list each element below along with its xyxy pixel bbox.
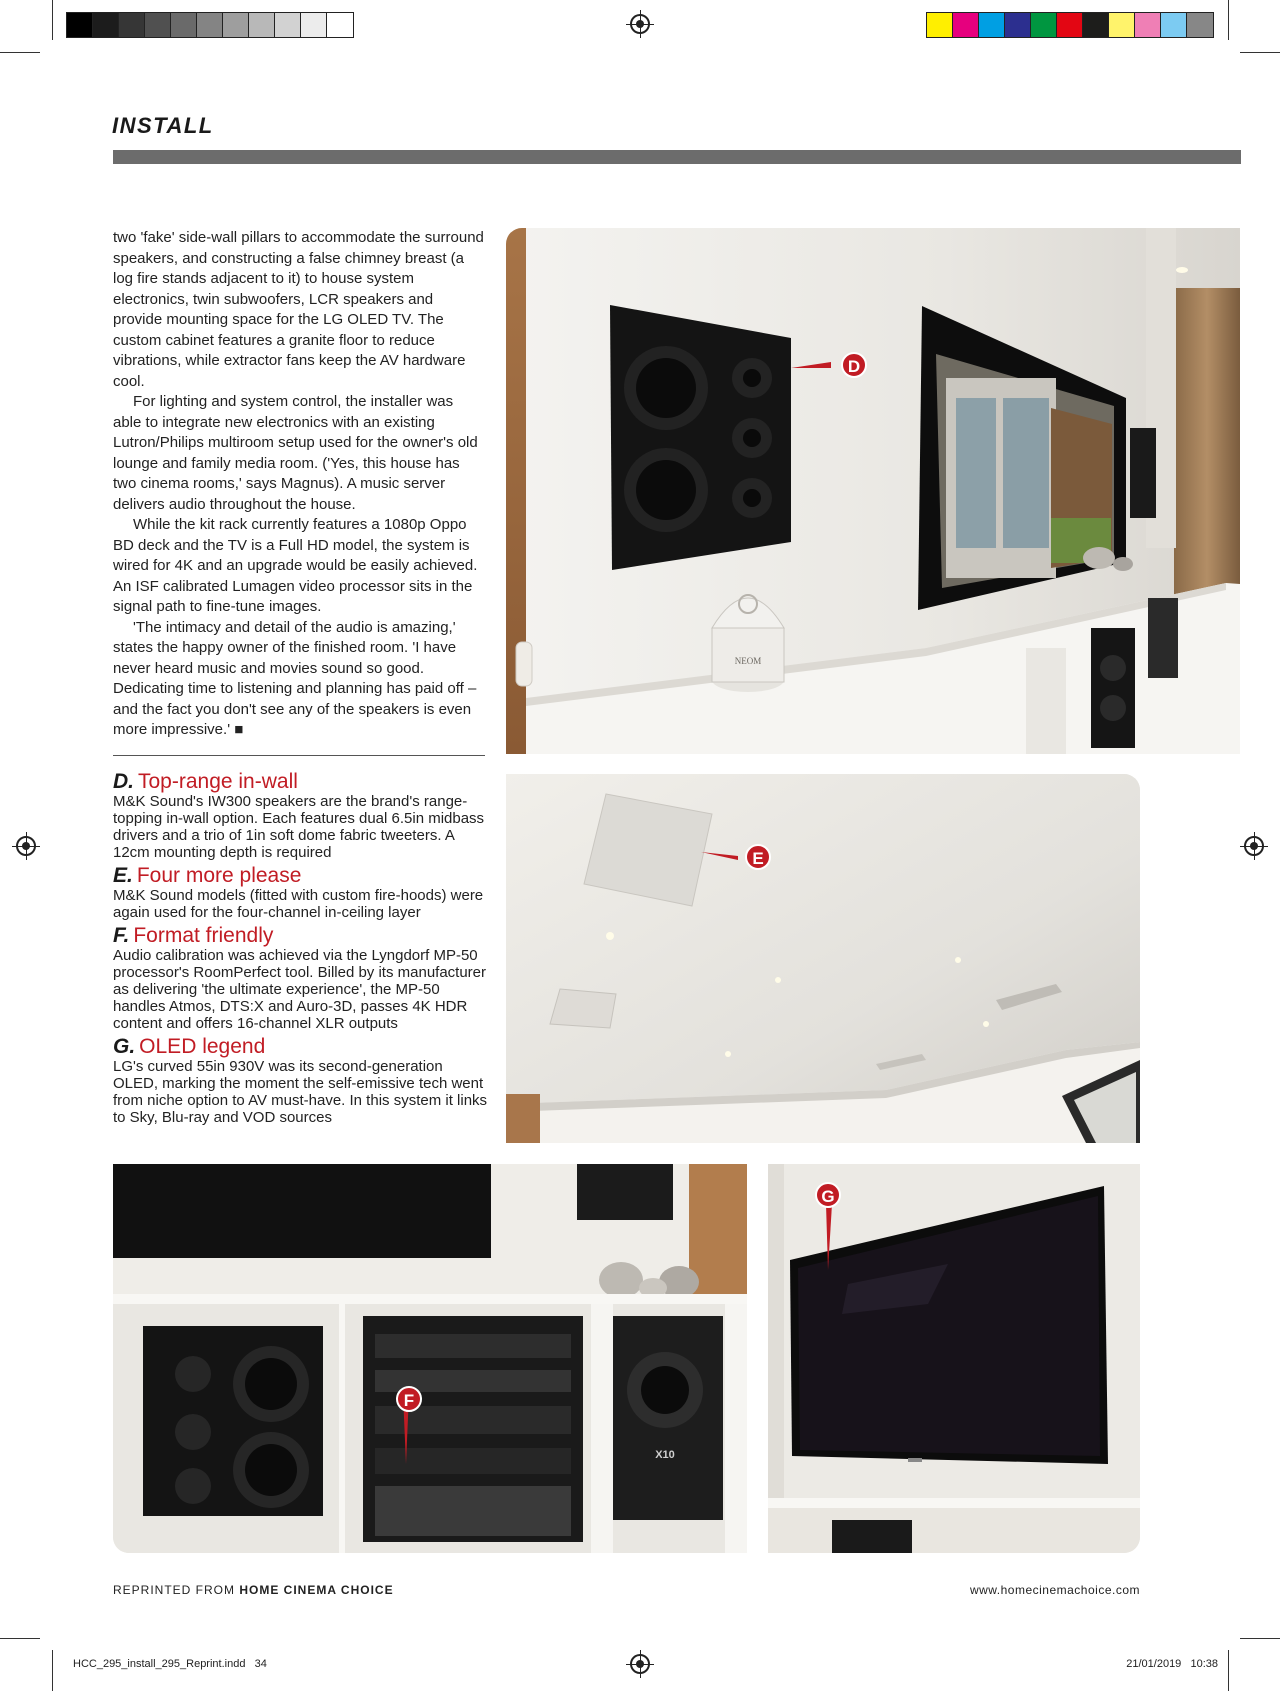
color-swatch: [145, 13, 171, 37]
crop-mark: [52, 1650, 53, 1691]
caption-text: Audio calibration was achieved via the Lyngdorf MP-50 processor's RoomPerfect tool. Billed by its manufacturer as delivering 'the ultimate experience', the MP-50 handles Atmos, DTS:X and Auro-3D, passes 4K HDR content and offers 16-channel XLR outputs: [113, 947, 487, 1032]
photo-oled-tv: [768, 1164, 1140, 1553]
photo-wall-speaker: [506, 228, 1240, 754]
subwoofer-label: X10: [655, 1449, 675, 1461]
color-swatch: [979, 13, 1005, 37]
caption-title: Four more please: [136, 864, 302, 887]
caption-list: [113, 771, 488, 1130]
color-swatch: [249, 13, 275, 37]
color-swatch: [1083, 13, 1109, 37]
caption-letter: E.: [113, 864, 133, 887]
color-swatch: [327, 13, 353, 37]
header-bar: [113, 150, 1241, 164]
caption-d: [113, 771, 488, 861]
color-swatch: [275, 13, 301, 37]
process-color-bar: [926, 12, 1214, 38]
caption-title: Top-range in-wall: [138, 770, 298, 793]
slug-date: 21/01/2019 10:38: [1126, 1658, 1218, 1670]
color-swatch: [1109, 13, 1135, 37]
color-swatch: [1031, 13, 1057, 37]
color-swatch: [1135, 13, 1161, 37]
color-swatch: [1161, 13, 1187, 37]
crop-mark: [1240, 52, 1280, 53]
tag-d: D: [841, 352, 867, 378]
crop-mark: [0, 52, 40, 53]
color-swatch: [1057, 13, 1083, 37]
footer-magazine: HOME CINEMA CHOICE: [239, 1583, 394, 1597]
footer-prefix: REPRINTED FROM: [113, 1583, 235, 1597]
caption-e: [113, 865, 488, 921]
column-divider: [113, 755, 485, 756]
registration-mark-bottom: [630, 1654, 650, 1674]
color-swatch: [171, 13, 197, 37]
crop-mark: [1228, 0, 1229, 40]
caption-letter: G.: [113, 1035, 136, 1058]
crop-mark: [0, 1638, 40, 1639]
candle-label: NEOM: [734, 656, 762, 666]
caption-title: OLED legend: [139, 1035, 266, 1058]
article-paragraph: 'The intimacy and detail of the audio is amazing,' states the happy owner of the finished room. 'I have never heard music and movies sound so good. Dedicating time to listening and planning has paid off – and the fact you don't see any of the speakers is even more impressive.' ■: [113, 618, 477, 738]
article-paragraph: While the kit rack currently features a 1080p Oppo BD deck and the TV is a Full HD model, the system is wired for 4K and an upgrade would be easily achieved. An ISF calibrated Lumagen video processor sits in the signal path to fine-tune images.: [113, 516, 478, 615]
gray-color-bar: [66, 12, 354, 38]
color-swatch: [67, 13, 93, 37]
caption-text: LG's curved 55in 930V was its second-generation OLED, marking the moment the self-emissive tech went from niche option to AV must-have. In this system it links to Sky, Blu-ray and VOD sources: [113, 1058, 488, 1126]
tag-g: G: [815, 1182, 841, 1208]
section-title: INSTALL: [112, 113, 214, 138]
photo-ceiling-speakers: [506, 774, 1140, 1143]
crop-mark: [52, 0, 53, 40]
caption-g: [113, 1036, 488, 1126]
color-swatch: [927, 13, 953, 37]
tag-f: F: [396, 1386, 422, 1412]
color-swatch: [1005, 13, 1031, 37]
color-swatch: [93, 13, 119, 37]
photo-cabinet-rack: [113, 1164, 747, 1553]
color-swatch: [119, 13, 145, 37]
registration-mark-top: [630, 14, 650, 34]
article-paragraph: For lighting and system control, the installer was able to integrate new electronics with an existing Lutron/Philips multiroom setup used for the owner's old lounge and family media room. ('Yes, this house has two cinema rooms,' says Magnus). A music server delivers audio throughout the house.: [113, 393, 478, 513]
photo-wall-speaker-illustration: [506, 228, 1240, 754]
caption-text: M&K Sound models (fitted with custom fire-hoods) were again used for the four-channel in-ceiling layer: [113, 887, 484, 921]
caption-title: Format friendly: [133, 924, 274, 947]
registration-mark-right: [1244, 836, 1264, 856]
registration-mark-left: [16, 836, 36, 856]
caption-f: [113, 925, 488, 1032]
color-swatch: [301, 13, 327, 37]
crop-mark: [1228, 1650, 1229, 1691]
photo-oled-tv-illustration: [768, 1164, 1140, 1553]
slug-filename: HCC_295_install_295_Reprint.indd 34: [73, 1658, 267, 1670]
crop-mark: [1240, 1638, 1280, 1639]
article-paragraph: two 'fake' side-wall pillars to accommodate the surround speakers, and constructing a false chimney breast (a log fire stands adjacent to it) to house system electronics, twin subwoofers, LCR speakers and provide mounting space for the LG OLED TV. The custom cabinet features a granite floor to reduce vibrations, while extractor fans keep the AV hardware cool.: [113, 229, 484, 390]
article-body: [113, 228, 485, 741]
caption-text: M&K Sound's IW300 speakers are the brand's range-topping in-wall option. Each features dual 6.5in midbass drivers and a trio of 1in soft dome fabric tweeters. A 12cm mounting depth is required: [113, 793, 485, 861]
tag-e: E: [745, 844, 771, 870]
color-swatch: [1187, 13, 1213, 37]
caption-letter: D.: [113, 770, 134, 793]
color-swatch: [953, 13, 979, 37]
photo-ceiling-speakers-illustration: [506, 774, 1140, 1143]
footer-website[interactable]: www.homecinemachoice.com: [969, 1583, 1140, 1597]
caption-letter: F.: [113, 924, 130, 947]
color-swatch: [223, 13, 249, 37]
color-swatch: [197, 13, 223, 37]
photo-cabinet-rack-illustration: [113, 1164, 747, 1553]
footer-credit: [113, 1583, 394, 1597]
